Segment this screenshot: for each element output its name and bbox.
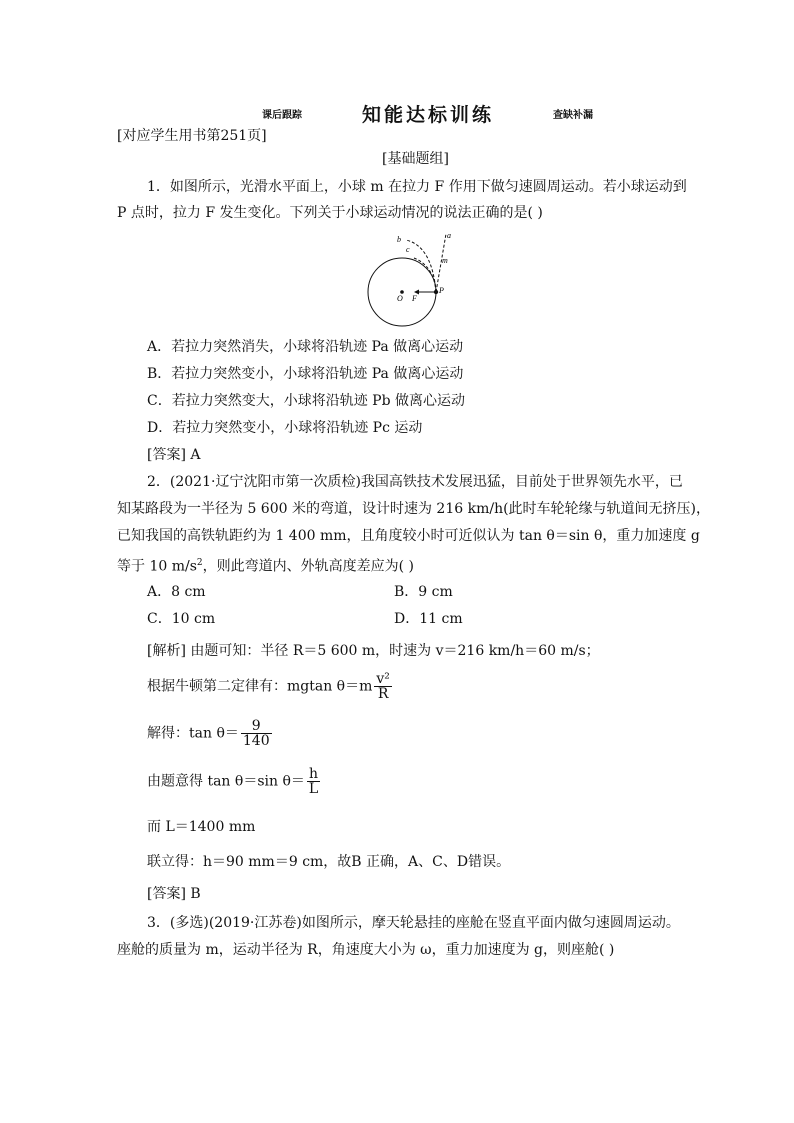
fraction-numerator: 9 <box>241 719 272 734</box>
trajectory-c <box>414 258 436 292</box>
fraction-denominator: R <box>377 686 389 702</box>
q2-step3-fraction <box>307 767 320 796</box>
header-right: 查缺补漏 <box>553 110 593 121</box>
q2-step3-text: 由题意得 tan θ＝sin θ＝ <box>147 773 305 790</box>
q2-option-c: C．10 cm <box>147 611 216 627</box>
fraction-denominator: 140 <box>242 733 270 749</box>
q2-line4-sup: 2 <box>196 558 203 568</box>
fraction-numerator: h <box>307 767 320 782</box>
book-reference: [对应学生用书第251页] <box>117 128 267 144</box>
q3-line1: 3．(多选)(2019·江苏卷)如图所示，摩天轮悬挂的座舱在竖直平面内做匀速圆周运动。 <box>147 915 680 931</box>
q1-option-c: C．若拉力突然变大，小球将沿轨迹 Pb 做离心运动 <box>147 393 465 409</box>
header-left: 课后跟踪 <box>262 110 302 121</box>
q2-step1 <box>147 672 394 701</box>
q2-step1-fraction <box>374 672 392 701</box>
q2-line4-pre: 等于 10 m/s <box>117 558 197 575</box>
point-p <box>434 290 438 294</box>
q2-step2-fraction <box>241 719 272 748</box>
q2-answer: [答案] B <box>147 886 201 902</box>
label-m: m <box>442 256 448 265</box>
q3-line2: 座舱的质量为 m，运动半径为 R，角速度大小为 ω，重力加速度为 g，则座舱( ) <box>117 942 615 958</box>
q1-answer: [答案] A <box>147 447 201 463</box>
page-title: 知能达标训练 <box>362 104 495 126</box>
q2-step1-text: 根据牛顿第二定律有：mgtan θ＝m <box>147 678 373 695</box>
section-title: [基础题组] <box>382 151 449 167</box>
fraction-numerator: v² <box>376 671 390 687</box>
label-b: b <box>397 235 401 244</box>
q2-option-b: B．9 cm <box>394 584 453 600</box>
q2-step5: 联立得：h＝90 mm＝9 cm，故B 正确，A、C、D错误。 <box>147 854 511 870</box>
q2-step2 <box>147 719 274 748</box>
q2-analysis: [解析] 由题可知：半径 R＝5 600 m，时速为 v＝216 km/h＝60 m/s； <box>147 643 600 659</box>
q1-option-b: B．若拉力突然变小，小球将沿轨迹 Pa 做离心运动 <box>147 366 464 382</box>
q2-line3: 已知我国的高铁轨距约为 1 400 mm，且角度较小时可近似认为 tan θ＝sin θ，重力加速度 g <box>117 528 700 544</box>
q1-option-a: A．若拉力突然消失，小球将沿轨迹 Pa 做离心运动 <box>147 339 464 355</box>
q2-line1: 2．(2021·辽宁沈阳市第一次质检)我国高铁技术发展迅猛，目前处于世界领先水平，已 <box>147 474 683 490</box>
label-a: a <box>447 231 451 240</box>
q2-line4-post: ，则此弯道内、外轨高度差应为( ) <box>202 558 415 575</box>
q1-option-d: D．若拉力突然变小，小球将沿轨迹 Pc 运动 <box>147 420 423 436</box>
trajectory-b <box>406 240 436 292</box>
q1-figure <box>360 226 470 332</box>
q2-step3 <box>147 767 322 796</box>
q2-step4: 而 L＝1400 mm <box>147 819 256 835</box>
label-c: c <box>406 245 410 254</box>
q1-line1: 1．如图所示，光滑水平面上，小球 m 在拉力 F 作用下做匀速圆周运动。若小球运动到 <box>147 179 687 195</box>
label-f: F <box>412 294 417 303</box>
q1-line2: P 点时，拉力 F 发生变化。下列关于小球运动情况的说法正确的是( ) <box>117 205 543 221</box>
q2-line2: 知某路段为一半径为 5 600 米的弯道，设计时速为 216 km/h(此时车轮轮缘与轨道间无挤压)， <box>117 501 711 517</box>
fraction-denominator: L <box>308 781 319 797</box>
q2-step2-text: 解得：tan θ＝ <box>147 725 239 742</box>
q2-line4 <box>117 553 414 577</box>
label-p: P <box>439 286 444 295</box>
q2-option-a: A．8 cm <box>147 584 206 600</box>
q2-option-d: D．11 cm <box>394 611 463 627</box>
label-o: O <box>397 294 403 303</box>
